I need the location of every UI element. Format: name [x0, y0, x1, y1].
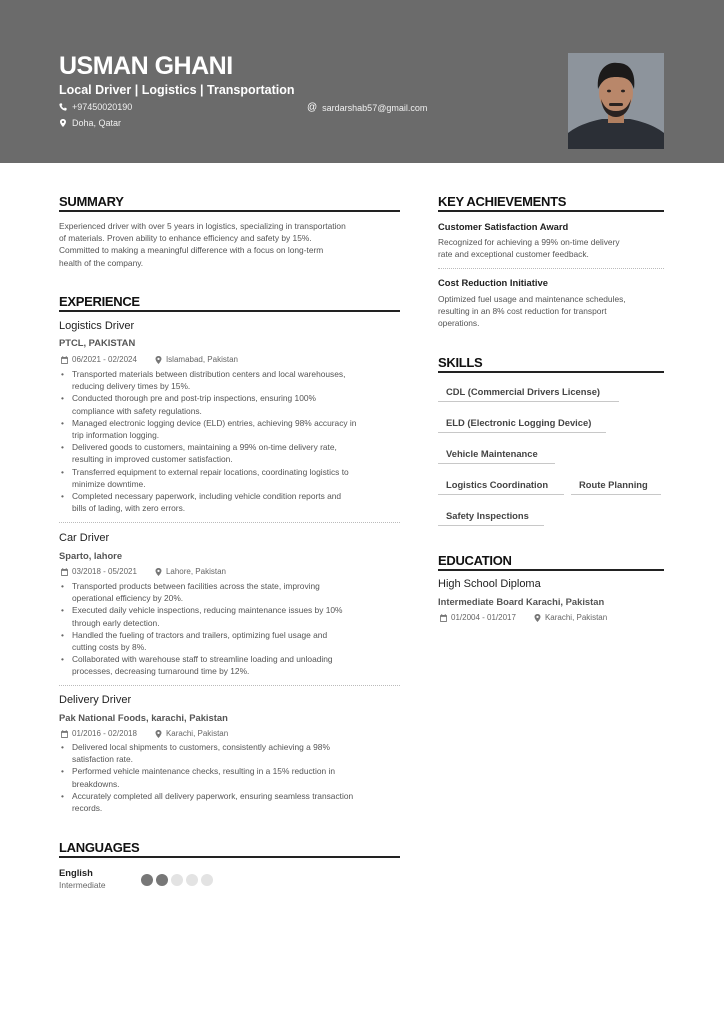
experience-heading: EXPERIENCE	[59, 294, 140, 309]
calendar-icon	[61, 356, 68, 364]
bullet-item: • Transported materials between distribution centers and local warehouses, reducing delivery times by 15%.	[59, 368, 404, 392]
skill-tag: ELD (Electronic Logging Device)	[438, 417, 606, 433]
rating-dot-empty	[186, 874, 198, 886]
bullet-item: • Executed daily vehicle inspections, reducing maintenance issues by 10% through early detection.	[59, 604, 404, 628]
map-pin-icon	[59, 119, 67, 127]
achievement-separator	[438, 268, 664, 269]
calendar-icon	[61, 568, 68, 576]
achievement-title: Customer Satisfaction Award	[438, 221, 569, 232]
skills-heading: SKILLS	[438, 355, 483, 370]
map-pin-icon	[155, 356, 162, 364]
location-contact	[59, 118, 121, 128]
skill-tag: CDL (Commercial Drivers License)	[438, 386, 619, 402]
bullet-item: • Completed necessary paperwork, including vehicle condition reports and bills of lading, with zero errors.	[59, 490, 404, 514]
achievement-description: Optimized fuel usage and maintenance schedules, resulting in an 8% cost reduction for transport operations.	[438, 294, 626, 329]
rating-dot-empty	[201, 874, 213, 886]
language-name: English	[59, 867, 93, 878]
education-dates: 01/2004 - 01/2017	[451, 613, 516, 622]
phone-icon	[59, 103, 67, 111]
job-separator	[59, 522, 400, 523]
skill-tag: Route Planning	[571, 479, 661, 495]
bullet-item: • Conducted thorough pre and post-trip inspections, ensuring 100% compliance with safety regulations.	[59, 392, 404, 416]
education-meta	[440, 613, 607, 622]
map-pin-icon	[534, 614, 541, 622]
bullet-item: • Delivered local shipments to customers, consistently achieving a 98% satisfaction rate.	[59, 741, 404, 765]
job-location: Karachi, Pakistan	[165, 729, 229, 738]
candidate-headline: Local Driver | Logistics | Transportation	[59, 83, 295, 97]
bullet-item: • Accurately completed all delivery paperwork, ensuring seamless transaction records.	[59, 790, 404, 814]
job-meta	[61, 355, 238, 364]
summary-heading: SUMMARY	[59, 194, 124, 209]
job-title: Delivery Driver	[59, 694, 132, 706]
bullet-item: • Delivered goods to customers, maintaining a 99% on-time delivery rate, resulting in improved customer satisfaction.	[59, 441, 404, 465]
location-text: Doha, Qatar	[72, 118, 122, 128]
resume-header	[0, 0, 724, 163]
bullet-item: • Performed vehicle maintenance checks, resulting in a 15% reduction in breakdowns.	[59, 765, 404, 789]
map-pin-icon	[155, 568, 162, 576]
job-company: PTCL, PAKISTAN	[59, 337, 136, 348]
rating-dot-empty	[171, 874, 183, 886]
profile-photo	[568, 53, 664, 149]
phone-number[interactable]: +97450020190	[72, 102, 133, 112]
skill-tag: Vehicle Maintenance	[438, 448, 555, 464]
bullet-item: • Managed electronic logging device (ELD) entries, achieving 98% accuracy in trip information logging.	[59, 417, 404, 441]
education-degree: High School Diploma	[438, 578, 541, 590]
rating-dot-filled	[141, 874, 153, 886]
summary-divider	[59, 210, 400, 212]
job-location: Islamabad, Pakistan	[165, 355, 238, 364]
job-bullets	[59, 368, 404, 514]
education-location: Karachi, Pakistan	[544, 613, 608, 622]
summary-text: Experienced driver with over 5 years in logistics, specializing in transportation of materials. Proven ability to enhance efficiency and safety by 15%. Committed to making a meaningful difference with a focus on long-term health of the company.	[59, 221, 346, 268]
email-address[interactable]: sardarshab57@gmail.com	[322, 102, 428, 113]
phone-contact	[59, 102, 132, 112]
calendar-icon	[440, 614, 447, 622]
job-company: Sparto, lahore	[59, 550, 123, 561]
job-bullets	[59, 741, 404, 814]
job-title: Car Driver	[59, 532, 110, 544]
candidate-name: USMAN GHANI	[59, 52, 233, 80]
job-separator	[59, 685, 400, 686]
calendar-icon	[61, 730, 68, 738]
skill-tag: Logistics Coordination	[438, 479, 564, 495]
achievements-heading: KEY ACHIEVEMENTS	[438, 194, 567, 209]
experience-divider	[59, 310, 400, 312]
education-institution: Intermediate Board Karachi, Pakistan	[438, 596, 605, 607]
achievement-description: Recognized for achieving a 99% on-time delivery rate and exceptional customer feedback.	[438, 237, 620, 260]
achievement-title: Cost Reduction Initiative	[438, 277, 548, 288]
language-level: Intermediate	[59, 880, 106, 890]
job-company: Pak National Foods, karachi, Pakistan	[59, 712, 228, 723]
achievements-divider	[438, 210, 664, 212]
education-divider	[438, 569, 664, 571]
language-rating	[141, 874, 213, 886]
job-dates: 03/2018 - 05/2021	[72, 567, 137, 576]
job-location: Lahore, Pakistan	[165, 567, 226, 576]
languages-heading: LANGUAGES	[59, 840, 140, 855]
bullet-item: • Collaborated with warehouse staff to streamline loading and unloading processes, decreasing turnaround time by 12%.	[59, 653, 404, 677]
job-dates: 01/2016 - 02/2018	[72, 729, 137, 738]
skill-tag: Safety Inspections	[438, 510, 544, 526]
job-dates: 06/2021 - 02/2024	[72, 355, 137, 364]
skills-divider	[438, 371, 664, 373]
job-meta	[61, 567, 226, 576]
job-title: Logistics Driver	[59, 320, 135, 332]
at-icon: @	[307, 102, 318, 113]
email-contact	[307, 102, 427, 113]
map-pin-icon	[155, 730, 162, 738]
education-heading: EDUCATION	[438, 553, 512, 568]
rating-dot-filled	[156, 874, 168, 886]
languages-divider	[59, 856, 400, 858]
bullet-item: • Transferred equipment to external repair locations, coordinating logistics to minimize downtime.	[59, 466, 404, 490]
job-meta	[61, 729, 228, 738]
job-bullets	[59, 580, 404, 678]
bullet-item: • Transported products between facilities across the state, improving operational efficiency by 20%.	[59, 580, 404, 604]
bullet-item: • Handled the fueling of tractors and trailers, optimizing fuel usage and cutting costs by 8%.	[59, 629, 404, 653]
